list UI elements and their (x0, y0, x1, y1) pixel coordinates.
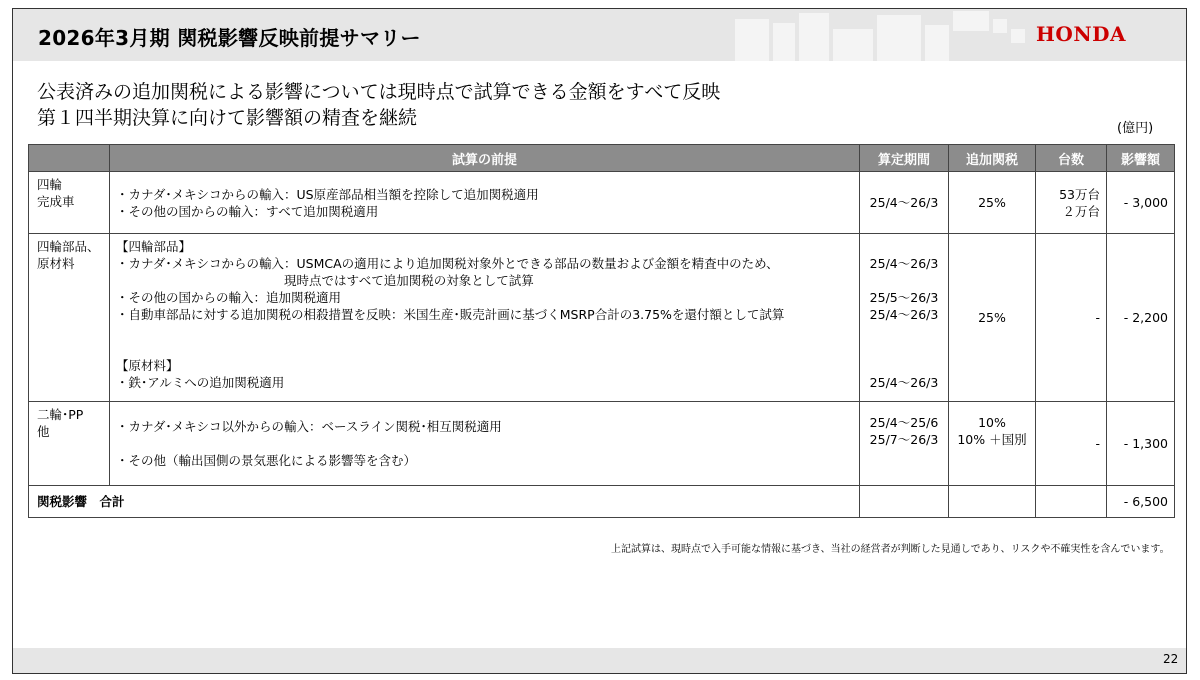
bottom-bar (13, 648, 1186, 673)
row-basis (110, 402, 860, 486)
honda-logo: HONDA (1036, 22, 1126, 46)
total-empty-cell (1036, 486, 1107, 518)
period-line: 25/4～26/3 (869, 256, 939, 271)
row-basis (110, 234, 860, 402)
category-line: 四輪部品、 (37, 239, 100, 254)
row-basis (110, 172, 860, 234)
row-impact: - 1,300 (1107, 402, 1175, 486)
basis-section-title: 【四輪部品】 (116, 239, 192, 254)
lead-line-2: 第１四半期決算に向けて影響額の精査を継続 (37, 107, 418, 129)
basis-line: ・鉄･アルミへの追加関税適用 (116, 375, 285, 390)
row-units: - (1036, 402, 1107, 486)
header-category (29, 145, 110, 172)
page-title: 2026年3月期 関税影響反映前提サマリー (38, 26, 421, 50)
period-line: 25/7～26/3 (869, 432, 939, 447)
basis-line: ・その他の国からの輸入：追加関税適用 (116, 290, 342, 305)
row-tariff: 25% (949, 234, 1036, 402)
basis-line: 現時点ではすべて追加関税の対象として試算 (284, 273, 534, 288)
row-period (860, 402, 949, 486)
category-line: 完成車 (37, 194, 75, 209)
table-header-row (29, 145, 1175, 172)
tariff-line: 10% (978, 415, 1006, 430)
row-impact: - 3,000 (1107, 172, 1175, 234)
decorative-pattern (735, 9, 1045, 61)
table-row (29, 172, 1175, 234)
category-line: 四輪 (37, 177, 63, 192)
category-line: 他 (37, 424, 50, 439)
row-units (1036, 172, 1107, 234)
basis-line: ・その他の国からの輸入：すべて追加関税適用 (116, 203, 379, 219)
lead-line-1: 公表済みの追加関税による影響については現時点で試算できる金額をすべて反映 (37, 81, 721, 103)
units-line: 53万台 (1059, 186, 1100, 202)
basis-section-title: 【原材料】 (116, 358, 179, 373)
row-category (29, 234, 110, 402)
table-row (29, 234, 1175, 402)
footnote: 上記試算は、現時点で入手可能な情報に基づき、当社の経営者が判断した見通しであり、リスクや不確実性を含んでいます。 (611, 544, 1170, 555)
period-line: 25/4～26/3 (869, 307, 939, 322)
row-tariff (949, 402, 1036, 486)
row-category (29, 402, 110, 486)
basis-line: ・その他（輸出国側の景気悪化による影響等を含む） (116, 453, 417, 468)
row-period: 25/4～26/3 (860, 172, 949, 234)
header-impact: 影響額 (1107, 145, 1175, 172)
row-category (29, 172, 110, 234)
header-tariff: 追加関税 (949, 145, 1036, 172)
header-basis: 試算の前提 (110, 145, 860, 172)
period-line: 25/4～25/6 (869, 415, 939, 430)
category-line: 原材料 (37, 256, 75, 271)
header-units: 台数 (1036, 145, 1107, 172)
period-line: 25/4～26/3 (869, 375, 939, 390)
row-tariff: 25% (949, 172, 1036, 234)
basis-line: ・カナダ･メキシコからの輸入：US原産部品相当額を控除して追加関税適用 (116, 186, 539, 202)
tariff-line: 10% ＋国別 (957, 432, 1027, 447)
total-empty-cell (860, 486, 949, 518)
total-label: 関税影響 合計 (29, 486, 860, 518)
header-period: 算定期間 (860, 145, 949, 172)
tariff-impact-table (28, 144, 1175, 518)
category-line: 二輪･PP (37, 407, 84, 422)
table-row (29, 402, 1175, 486)
page-number: 22 (1163, 652, 1179, 666)
period-line: 25/5～26/3 (869, 290, 939, 305)
basis-line: ・自動車部品に対する追加関税の相殺措置を反映：米国生産･販売計画に基づくMSRP合計の3.75%を還付額として試算 (116, 307, 785, 322)
row-units: - (1036, 234, 1107, 402)
total-row (29, 486, 1175, 518)
row-period (860, 234, 949, 402)
unit-label: (億円) (1117, 121, 1154, 136)
units-line: ２万台 (1062, 203, 1100, 219)
basis-line: ・カナダ･メキシコ以外からの輸入：ベースライン関税･相互関税適用 (116, 419, 502, 434)
row-impact: - 2,200 (1107, 234, 1175, 402)
total-impact: - 6,500 (1107, 486, 1175, 518)
basis-line: ・カナダ･メキシコからの輸入：USMCAの適用により追加関税対象外とできる部品の数量および金額を精査中のため、 (116, 256, 779, 271)
total-empty-cell (949, 486, 1036, 518)
